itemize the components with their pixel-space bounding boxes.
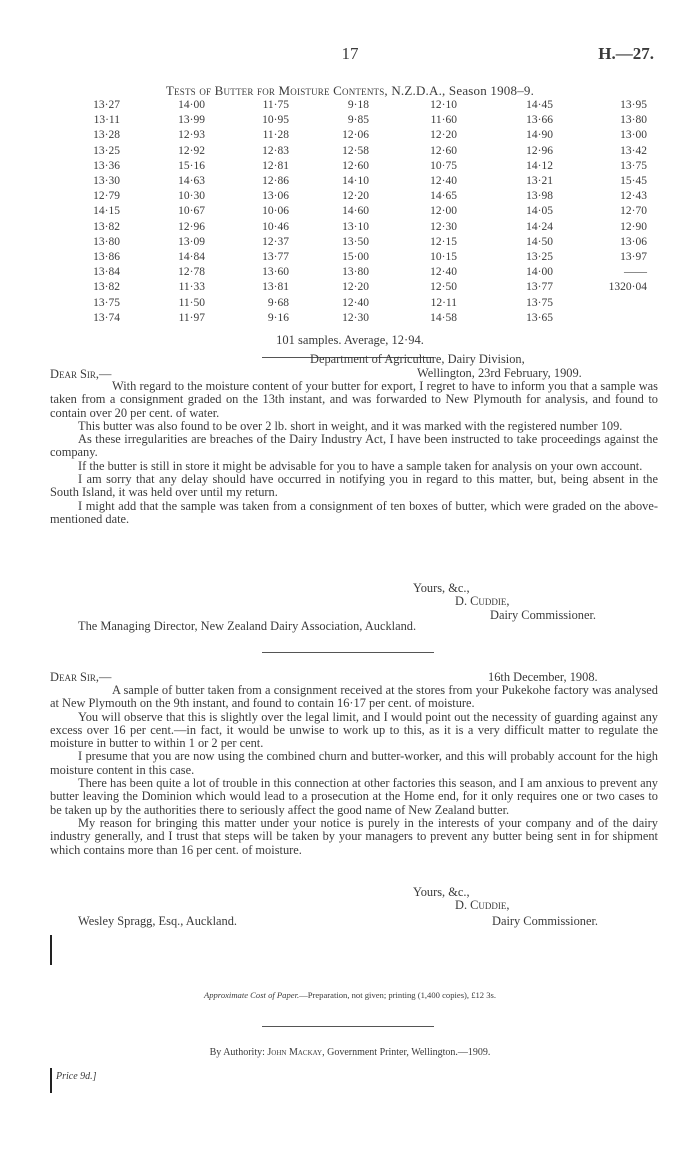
table-cell: 1320·04 <box>608 281 647 294</box>
table-cell: 13·99 <box>178 114 205 127</box>
letter2-paragraph: I presume that you are now using the combined churn and butter-worker, and this will probably account for the high moisture content in this case. <box>50 749 658 777</box>
table-cell: 12·06 <box>342 129 369 142</box>
table-cell: 13·28 <box>93 129 120 142</box>
letter1-paragraph: I might add that the sample was taken from a consignment of ten boxes of butter, which were graded on the above-mentioned date. <box>50 498 658 526</box>
letter1-signature: D. Cuddie, <box>455 594 510 608</box>
table-cell: 14·63 <box>178 175 205 188</box>
table-cell: 13·06 <box>620 235 647 248</box>
table-cell: 14·65 <box>430 190 457 203</box>
letter2-date: 16th December, 1908. <box>488 670 598 684</box>
table-cell: 14·05 <box>526 205 553 218</box>
table-row <box>72 189 647 204</box>
table-cell: 12·70 <box>620 205 647 218</box>
table-cell: 13·11 <box>93 114 120 127</box>
table-cell: 13·82 <box>93 281 120 294</box>
table-cell: 12·40 <box>430 175 457 188</box>
table-cell: 14·00 <box>178 99 205 111</box>
table-cell: 15·45 <box>620 175 647 188</box>
letter1-paragraph: As these irregularities are breaches of the Dairy Industry Act, I have been instructed to take proceedings against the company. <box>50 432 658 460</box>
table-cell: 14·00 <box>526 266 553 279</box>
table-cell <box>553 311 647 326</box>
table-cell: 10·15 <box>430 251 457 264</box>
table-cell: 11·75 <box>262 99 289 111</box>
table-cell: —— <box>624 266 647 279</box>
letter1-date: Wellington, 23rd February, 1909. <box>417 366 582 380</box>
table-cell: 12·15 <box>430 235 457 248</box>
table-cell: 13·42 <box>620 144 647 157</box>
table-cell: 9·16 <box>267 311 289 324</box>
table-row <box>72 128 647 143</box>
table-cell: 12·00 <box>430 205 457 218</box>
table-cell: 13·84 <box>93 266 120 279</box>
table-cell: 14·45 <box>526 99 553 111</box>
table-cell: 14·50 <box>526 235 553 248</box>
table-row <box>72 113 647 128</box>
letter1-title: Dairy Commissioner. <box>490 608 597 622</box>
table-cell: 13·25 <box>93 144 120 157</box>
table-cell: 12·40 <box>342 296 369 309</box>
table-row <box>72 235 647 250</box>
table-cell: 14·15 <box>93 205 120 218</box>
table-cell: 13·66 <box>526 114 553 127</box>
table-row <box>72 174 647 189</box>
letter2-closing: Yours, &c., <box>413 885 470 899</box>
table-cell: 12·20 <box>342 190 369 203</box>
paper-reference: H.—27. <box>598 44 654 63</box>
table-cell: 13·75 <box>93 296 120 309</box>
table-row <box>72 204 647 219</box>
table-cell: 11·60 <box>430 114 457 127</box>
table-cell: 12·58 <box>342 144 369 157</box>
table-cell: 11·50 <box>178 296 205 309</box>
table-cell: 11·33 <box>178 281 205 294</box>
letter2-paragraph: My reason for bringing this matter under your notice is purely in the interests of your company and of the dairy industry generally, and I trust that steps will be taken by your managers to prevent any butter being sent in for shipment which contains more than 16 per cent. of moisture. <box>50 815 658 857</box>
table-cell: 13·82 <box>93 220 120 233</box>
table-cell: 12·96 <box>526 144 553 157</box>
table-summary: 101 samples. Average, 12·94. <box>276 333 424 347</box>
letter1-body <box>50 380 658 526</box>
table-cell <box>553 296 647 311</box>
letter1-closing: Yours, &c., <box>413 581 470 595</box>
table-cell: 9·68 <box>267 296 289 309</box>
table-cell: 12·83 <box>262 144 289 157</box>
table-cell: 15·00 <box>342 251 369 264</box>
table-row <box>72 280 647 295</box>
price-note: Price 9d.] <box>56 1071 97 1082</box>
letter1-addressee: The Managing Director, New Zealand Dairy Association, Auckland. <box>78 619 417 633</box>
table-cell: 12·90 <box>620 220 647 233</box>
table-cell: 13·09 <box>178 235 205 248</box>
table-cell: 12·10 <box>430 99 457 111</box>
footer-rule <box>262 1026 434 1027</box>
table-cell: 12·43 <box>620 190 647 203</box>
letter1-department: Department of Agriculture, Dairy Division, <box>310 352 525 366</box>
letter1-paragraph: If the butter is still in store it might be advisable for you to have a sample taken for analysis on your own account. <box>78 458 643 473</box>
letter2-title: Dairy Commissioner. <box>492 914 599 928</box>
table-cell: 13·77 <box>262 251 289 264</box>
table-cell: 12·30 <box>342 311 369 324</box>
table-cell: 12·40 <box>430 266 457 279</box>
section-rule <box>262 652 434 653</box>
table-cell: 14·84 <box>178 251 205 264</box>
table-cell: 14·12 <box>526 159 553 172</box>
table-cell: 13·25 <box>526 251 553 264</box>
page-number: 17 <box>341 44 359 63</box>
table-cell: 13·98 <box>526 190 553 203</box>
table-cell: 13·36 <box>93 159 120 172</box>
table-cell: 10·95 <box>262 114 289 127</box>
table-row <box>72 296 647 311</box>
letter2-paragraph: You will observe that this is slightly over the legal limit, and I would point out the necessity of guarding against any excess over 16 per cent.—in fact, it would be unwise to work up to this, as it is a very difficult matter to regulate the moisture in butter to within 1 or 2 per cent. <box>50 709 658 751</box>
table-row <box>72 311 647 326</box>
table-cell: 12·60 <box>430 144 457 157</box>
table-cell: 13·80 <box>93 235 120 248</box>
table-cell: 13·50 <box>342 235 369 248</box>
table-cell: 12·81 <box>262 159 289 172</box>
table-cell: 13·95 <box>620 99 647 111</box>
letter2-addressee: Wesley Spragg, Esq., Auckland. <box>78 914 238 928</box>
letter1-paragraph: I am sorry that any delay should have occurred in notifying you in regard to this matter, but, being absent in the South Island, it was held over until my return. <box>50 472 658 500</box>
table-cell: 13·21 <box>526 175 553 188</box>
moisture-table <box>72 98 647 326</box>
table-cell: 13·60 <box>262 266 289 279</box>
table-row <box>72 144 647 159</box>
letter1-salutation: Dear Sir,— <box>50 367 112 381</box>
table-cell: 14·90 <box>526 129 553 142</box>
table-row <box>72 159 647 174</box>
table-cell: 12·50 <box>430 281 457 294</box>
table-cell: 10·46 <box>262 220 289 233</box>
table-cell: 9·18 <box>347 99 369 111</box>
table-cell: 12·20 <box>430 129 457 142</box>
table-cell: 13·65 <box>526 311 553 324</box>
table-row <box>72 265 647 280</box>
table-cell: 12·92 <box>178 144 205 157</box>
table-cell: 13·77 <box>526 281 553 294</box>
table-row <box>72 220 647 235</box>
letter1-paragraph: This butter was also found to be over 2 lb. short in weight, and it was marked with the registered number 109. <box>78 418 623 433</box>
table-cell: 10·75 <box>430 159 457 172</box>
table-title-main: Tests of Butter for Moisture Contents, <box>165 83 388 98</box>
table-cell: 11·97 <box>178 311 205 324</box>
margin-bar <box>50 935 52 965</box>
table-cell: 12·30 <box>430 220 457 233</box>
authority-suffix: , Government Printer, Wellington.—1909. <box>322 1047 491 1058</box>
cost-note <box>0 990 700 1000</box>
table-cell: 9·85 <box>347 114 369 127</box>
letter1-paragraph: With regard to the moisture content of your butter for export, I regret to have to inform you that a sample was taken from a consignment graded on the 13th instant, and was forwarded to New Plymouth for analysis, and found to contain over 20 per cent. of water. <box>50 379 658 420</box>
table-cell: 13·30 <box>93 175 120 188</box>
table-cell: 12·86 <box>262 175 289 188</box>
table-cell: 14·10 <box>342 175 369 188</box>
table-cell: 12·79 <box>93 190 120 203</box>
table-row <box>72 98 647 113</box>
table-cell: 12·78 <box>178 266 205 279</box>
table-cell: 13·75 <box>526 296 553 309</box>
table-cell: 13·75 <box>620 159 647 172</box>
table-cell: 13·81 <box>262 281 289 294</box>
margin-bar <box>50 1068 52 1093</box>
table-cell: 14·58 <box>430 311 457 324</box>
table-cell: 13·80 <box>620 114 647 127</box>
cost-label: Approximate Cost of Paper. <box>203 990 300 1000</box>
table-cell: 12·20 <box>342 281 369 294</box>
table-row <box>72 250 647 265</box>
table-cell: 13·10 <box>342 220 369 233</box>
letter2-paragraph: A sample of butter taken from a consignment received at the stores from your Pukekohe factory was analysed at New Plymouth on the 9th instant, and found to contain 16·17 per cent. of moisture. <box>50 683 658 711</box>
authority-prefix: By Authority: <box>209 1047 268 1058</box>
table-cell: 12·37 <box>262 235 289 248</box>
cost-detail: —Preparation, not given; printing (1,400 copies), £12 3s. <box>299 990 497 1000</box>
table-cell: 13·00 <box>620 129 647 142</box>
table-cell: 13·80 <box>342 266 369 279</box>
table-cell: 10·06 <box>262 205 289 218</box>
letter2-signature: D. Cuddie, <box>455 898 510 912</box>
table-cell: 15·16 <box>178 159 205 172</box>
letter2-salutation: Dear Sir,— <box>50 670 112 684</box>
table-cell: 12·93 <box>178 129 205 142</box>
table-cell: 12·60 <box>342 159 369 172</box>
table-cell: 11·28 <box>262 129 289 142</box>
table-cell: 13·27 <box>93 99 120 111</box>
table-cell: 12·11 <box>430 296 457 309</box>
letter2-paragraph: There has been quite a lot of trouble in this connection at other factories this season, and I am anxious to prevent any butter leaving the Dominion which would lead to a prosecution at the Home end, for it only requires one or two cases to be taken up by the authorities there to seriously affect the good name of New Zealand butter. <box>50 776 658 817</box>
printer-name: John Mackay <box>267 1047 323 1058</box>
table-cell: 10·30 <box>178 190 205 203</box>
table-cell: 13·74 <box>93 311 120 324</box>
table-cell: 14·60 <box>342 205 369 218</box>
table-title <box>0 83 700 99</box>
letter2-body <box>50 684 658 857</box>
table-cell: 13·06 <box>262 190 289 203</box>
table-cell: 12·96 <box>178 220 205 233</box>
table-cell: 13·86 <box>93 251 120 264</box>
table-title-rest: N.Z.D.A., Season 1908–9. <box>387 83 535 98</box>
table-cell: 13·97 <box>620 251 647 264</box>
table-cell: 10·67 <box>178 205 205 218</box>
printer-authority <box>0 1047 700 1058</box>
table-cell: 14·24 <box>526 220 553 233</box>
